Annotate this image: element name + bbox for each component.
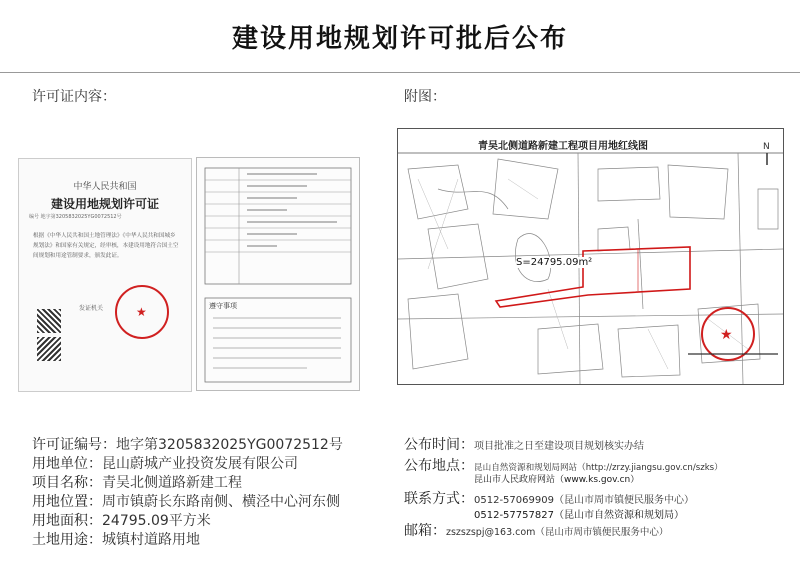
field-label: 用地位置： bbox=[32, 494, 102, 510]
attachment-label: 附图： bbox=[404, 89, 446, 105]
field-land-use bbox=[32, 529, 200, 549]
field-land-unit bbox=[32, 453, 298, 473]
official-seal-icon: ★ bbox=[115, 285, 169, 339]
qr-code-icon bbox=[37, 337, 61, 361]
certificate-scan-right bbox=[196, 157, 360, 391]
map-area-label: S=24795.09m² bbox=[516, 257, 593, 268]
field-publish-time bbox=[404, 434, 644, 454]
field-project-name bbox=[32, 472, 242, 492]
field-value: 青吴北侧道路新建工程 bbox=[102, 475, 242, 491]
field-label: 用地面积： bbox=[32, 513, 102, 529]
field-value: 昆山蔚城产业投资发展有限公司 bbox=[102, 456, 298, 472]
field-value: 24795.09平方米 bbox=[102, 513, 211, 529]
certificate-body: 根据《中华人民共和国土地管理法》《中华人民共和国城乡规划法》和国家有关规定，经审核，本建设用地符合国土空间规划和用途管制要求，颁发此证。 bbox=[33, 233, 179, 259]
certificate-number: 地字第3205832025YG0072512号 bbox=[40, 214, 122, 220]
field-label: 公布地点： bbox=[404, 458, 474, 474]
certificate-issuer: 发证机关 bbox=[79, 305, 104, 312]
field-value: 周市镇蔚长东路南侧、横泾中心河东侧 bbox=[102, 494, 340, 510]
field-label: 公布时间： bbox=[404, 437, 474, 453]
svg-text:★: ★ bbox=[720, 327, 733, 343]
certificate-title: 建设用地规划许可证 bbox=[50, 197, 159, 211]
field-permit-number bbox=[32, 434, 343, 454]
header-divider bbox=[0, 72, 800, 73]
field-label: 用地单位： bbox=[32, 456, 102, 472]
certificate-note-title: 遵守事项 bbox=[209, 302, 237, 310]
field-contact bbox=[404, 488, 694, 508]
field-value: 城镇村道路用地 bbox=[102, 532, 200, 548]
field-label: 许可证编号： bbox=[32, 437, 116, 453]
field-value: 地字第3205832025YG0072512号 bbox=[116, 437, 343, 453]
page-title: 建设用地规划许可批后公布 bbox=[231, 24, 568, 54]
field-value: 项目批准之日至建设项目规划核实办结 bbox=[474, 441, 644, 452]
field-label: 项目名称： bbox=[32, 475, 102, 491]
field-label: 邮箱： bbox=[404, 523, 446, 539]
field-land-area bbox=[32, 510, 211, 530]
field-label: 土地用途： bbox=[32, 532, 102, 548]
svg-text:N: N bbox=[763, 142, 770, 152]
field-value: 昆山自然资源和规划局网站（http://zrzy.jiangsu.gov.cn/szks） bbox=[474, 463, 723, 473]
certificate-country: 中华人民共和国 bbox=[73, 182, 137, 192]
red-line-map bbox=[397, 128, 784, 385]
field-value: zszszspj@163.com（昆山市周市镇便民服务中心） bbox=[446, 527, 669, 538]
permit-content-label: 许可证内容： bbox=[32, 89, 116, 105]
map-title: 青吴北侧道路新建工程项目用地红线图 bbox=[478, 141, 648, 152]
certificate-table bbox=[197, 158, 359, 390]
field-publish-place-line2: 昆山市人民政府网站（www.ks.gov.cn） bbox=[474, 475, 640, 485]
field-email bbox=[404, 520, 668, 540]
field-value: 0512-57069909（昆山市周市镇便民服务中心） bbox=[474, 495, 694, 506]
qr-code-icon bbox=[37, 309, 61, 333]
certificate-scan-left bbox=[18, 158, 192, 392]
field-label: 联系方式： bbox=[404, 491, 474, 507]
field-contact-line2: 0512-57757827（昆山市自然资源和规划局） bbox=[474, 510, 684, 521]
field-land-location bbox=[32, 491, 340, 511]
certificate-number-label: 编号 bbox=[29, 214, 40, 220]
